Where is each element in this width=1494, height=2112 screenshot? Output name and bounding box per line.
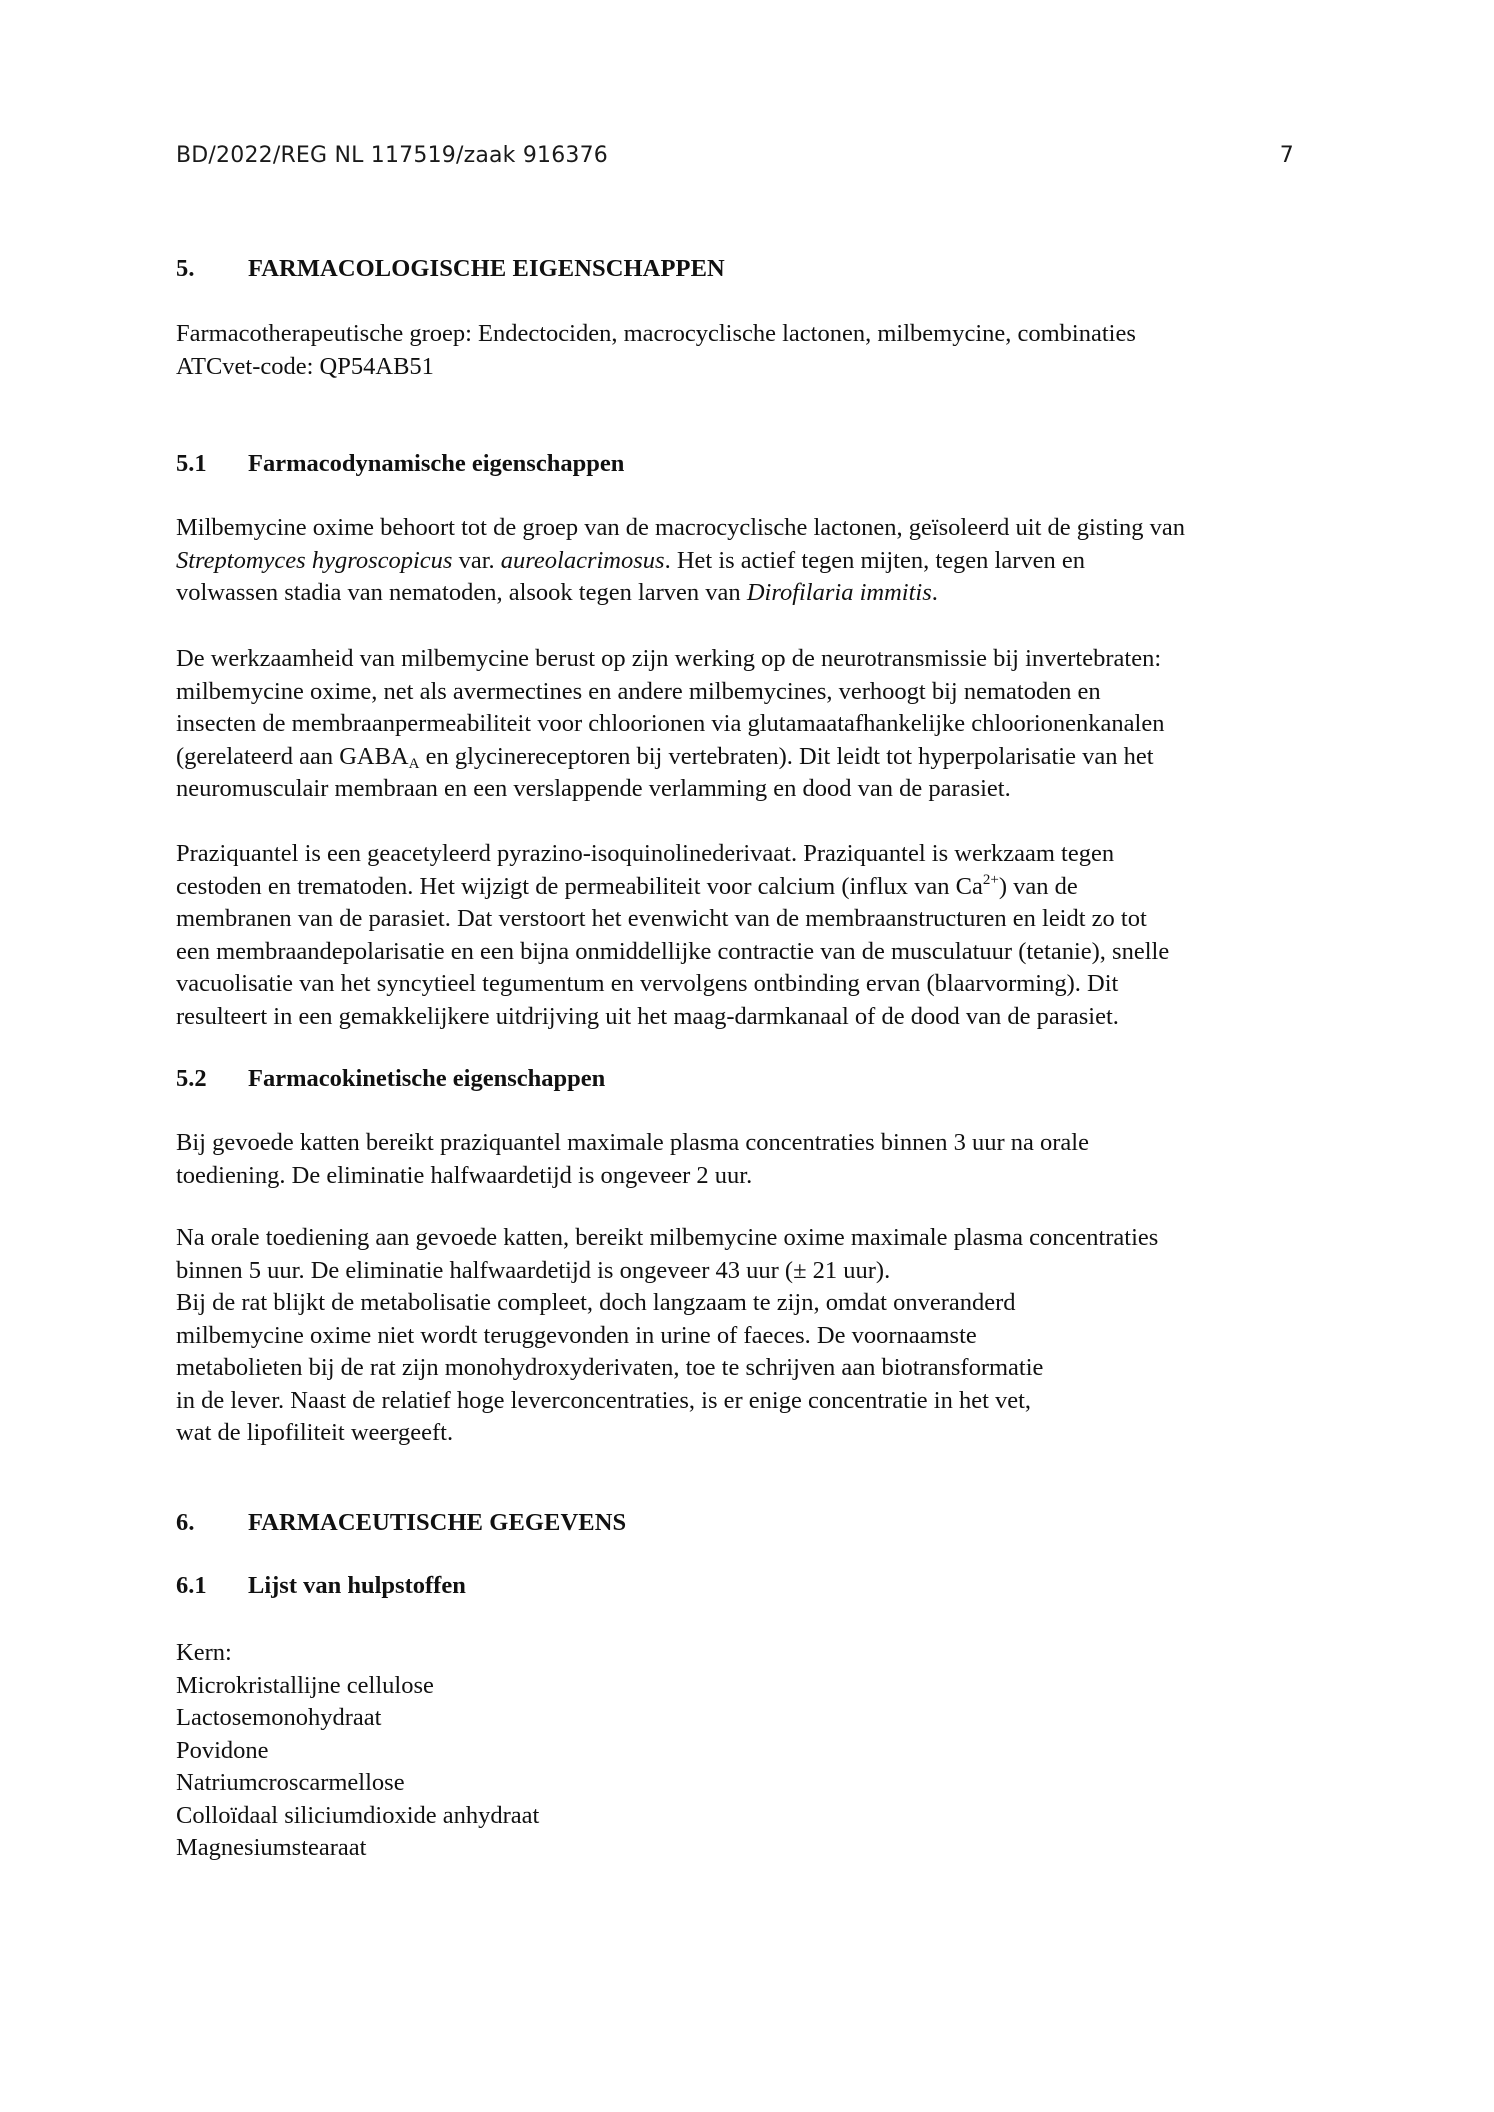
text-line: binnen 5 uur. De eliminatie halfwaardetijd is ongeveer 43 uur (± 21 uur).	[176, 1256, 891, 1284]
section-6-heading	[176, 1509, 626, 1537]
section-number: 5.	[176, 255, 195, 282]
paragraph-praziquantel-kinetics	[176, 1127, 1089, 1192]
text-line: metabolieten bij de rat zijn monohydroxyderivaten, toe te schrijven aan biotransformatie	[176, 1354, 1044, 1381]
section-title: Farmacokinetische eigenschappen	[248, 1065, 606, 1092]
subscript: A	[408, 755, 420, 772]
section-number: 6.	[176, 1509, 195, 1536]
group-line: Farmacotherapeutische groep: Endectociden, macrocyclische lactonen, milbemycine, combinaties	[176, 320, 1136, 347]
text-fragment: .	[931, 579, 938, 606]
text-line: neuromusculair membraan en een verslappende verlamming en dood van de parasiet.	[176, 775, 1011, 802]
list-item: Microkristallijne cellulose	[176, 1671, 434, 1699]
text-fragment: cestoden en trematoden. Het wijzigt de permeabiliteit voor calcium (influx van Ca	[176, 872, 983, 900]
text-line	[176, 545, 1185, 578]
text-line	[176, 741, 1164, 774]
text-line: resulteert in een gemakkelijkere uitdrijving uit het maag-darmkanaal of de dood van de parasiet.	[176, 1002, 1119, 1030]
excipients-list	[176, 1637, 539, 1865]
section-number: 5.1	[176, 450, 207, 477]
text-line: Bij gevoede katten bereikt praziquantel maximale plasma concentraties binnen 3 uur na orale	[176, 1129, 1089, 1156]
list-item: Povidone	[176, 1736, 269, 1764]
list-item: Lactosemonohydraat	[176, 1704, 382, 1731]
text-line: Praziquantel is een geacetyleerd pyrazino-isoquinolinederivaat. Praziquantel is werkzaam tegen	[176, 840, 1115, 867]
text-fragment: volwassen stadia van nematoden, alsook tegen larven van	[176, 579, 747, 606]
text-line: wat de lipofiliteit weergeeft.	[176, 1419, 454, 1446]
section-5-heading	[176, 255, 725, 283]
section-title: Farmacodynamische eigenschappen	[248, 450, 625, 477]
text-line: milbemycine oxime niet wordt teruggevonden in urine of faeces. De voornaamste	[176, 1321, 977, 1349]
list-item: Magnesiumstearaat	[176, 1834, 367, 1861]
text-line: Bij de rat blijkt de metabolisatie compleet, doch langzaam te zijn, omdat onveranderd	[176, 1289, 1016, 1316]
document-reference: BD/2022/REG NL 117519/zaak 916376	[176, 143, 609, 168]
page-number: 7	[1279, 143, 1294, 168]
variety-name: aureolacrimosus	[500, 546, 665, 574]
section-number: 6.1	[176, 1572, 207, 1599]
paragraph-milbemycine-kinetics	[176, 1222, 1158, 1450]
section-title: Lijst van hulpstoffen	[248, 1572, 466, 1599]
text-line: Milbemycine oxime behoort tot de groep van de macrocyclische lactonen, geïsoleerd uit de gisting van	[176, 514, 1185, 541]
text-fragment: . Het is actief tegen mijten, tegen larven en	[664, 546, 1085, 574]
section-5-1-heading	[176, 450, 624, 478]
paragraph-milbemycine-mechanism	[176, 643, 1164, 806]
list-item: Natriumcroscarmellose	[176, 1769, 405, 1796]
list-label: Kern:	[176, 1639, 232, 1666]
text-line: een membraandepolarisatie en een bijna onmiddellijke contractie van de musculatuur (tetanie), snelle	[176, 937, 1170, 965]
section-title: FARMACOLOGISCHE EIGENSCHAPPEN	[248, 255, 725, 282]
section-6-1-heading	[176, 1572, 466, 1600]
text-fragment: ) van de	[998, 872, 1078, 900]
species-name: Streptomyces hygroscopicus	[176, 546, 453, 574]
section-title: FARMACEUTISCHE GEGEVENS	[248, 1509, 627, 1536]
text-line: Na orale toediening aan gevoede katten, bereikt milbemycine oxime maximale plasma concentraties	[176, 1224, 1159, 1251]
text-line: insecten de membraanpermeabiliteit voor chloorionen via glutamaatafhankelijke chloorionenkanalen	[176, 710, 1165, 737]
text-line: membranen van de parasiet. Dat verstoort het evenwicht van de membraanstructuren en leidt zo tot	[176, 905, 1147, 932]
text-line: milbemycine oxime, net als avermectines en andere milbemycines, verhoogt bij nematoden en	[176, 677, 1101, 705]
pharmacotherapeutic-group	[176, 318, 1136, 383]
atc-code-line: ATCvet-code: QP54AB51	[176, 352, 434, 380]
section-number: 5.2	[176, 1065, 207, 1092]
text-line: De werkzaamheid van milbemycine berust op zijn werking op de neurotransmissie bij invertebraten:	[176, 645, 1162, 672]
text-line	[176, 871, 1169, 904]
text-line: in de lever. Naast de relatief hoge leverconcentraties, is er enige concentratie in het vet,	[176, 1386, 1032, 1414]
text-line: vacuolisatie van het syncytieel tegumentum en vervolgens ontbinding ervan (blaarvorming). Dit	[176, 970, 1119, 997]
text-line: toediening. De eliminatie halfwaardetijd is ongeveer 2 uur.	[176, 1161, 753, 1189]
superscript: 2+	[982, 871, 999, 888]
paragraph-praziquantel-mechanism	[176, 838, 1169, 1033]
text-fragment: (gerelateerd aan GABA	[176, 742, 409, 770]
list-item: Colloïdaal siliciumdioxide anhydraat	[176, 1801, 540, 1829]
text-fragment: en glycinereceptoren bij vertebraten). Dit leidt tot hyperpolarisatie van het	[419, 742, 1154, 770]
text-line	[176, 577, 1185, 610]
section-5-2-heading	[176, 1065, 605, 1093]
species-name: Dirofilaria immitis	[746, 579, 932, 606]
text-fragment: var.	[452, 546, 501, 574]
paragraph-milbemycine-origin	[176, 512, 1185, 610]
